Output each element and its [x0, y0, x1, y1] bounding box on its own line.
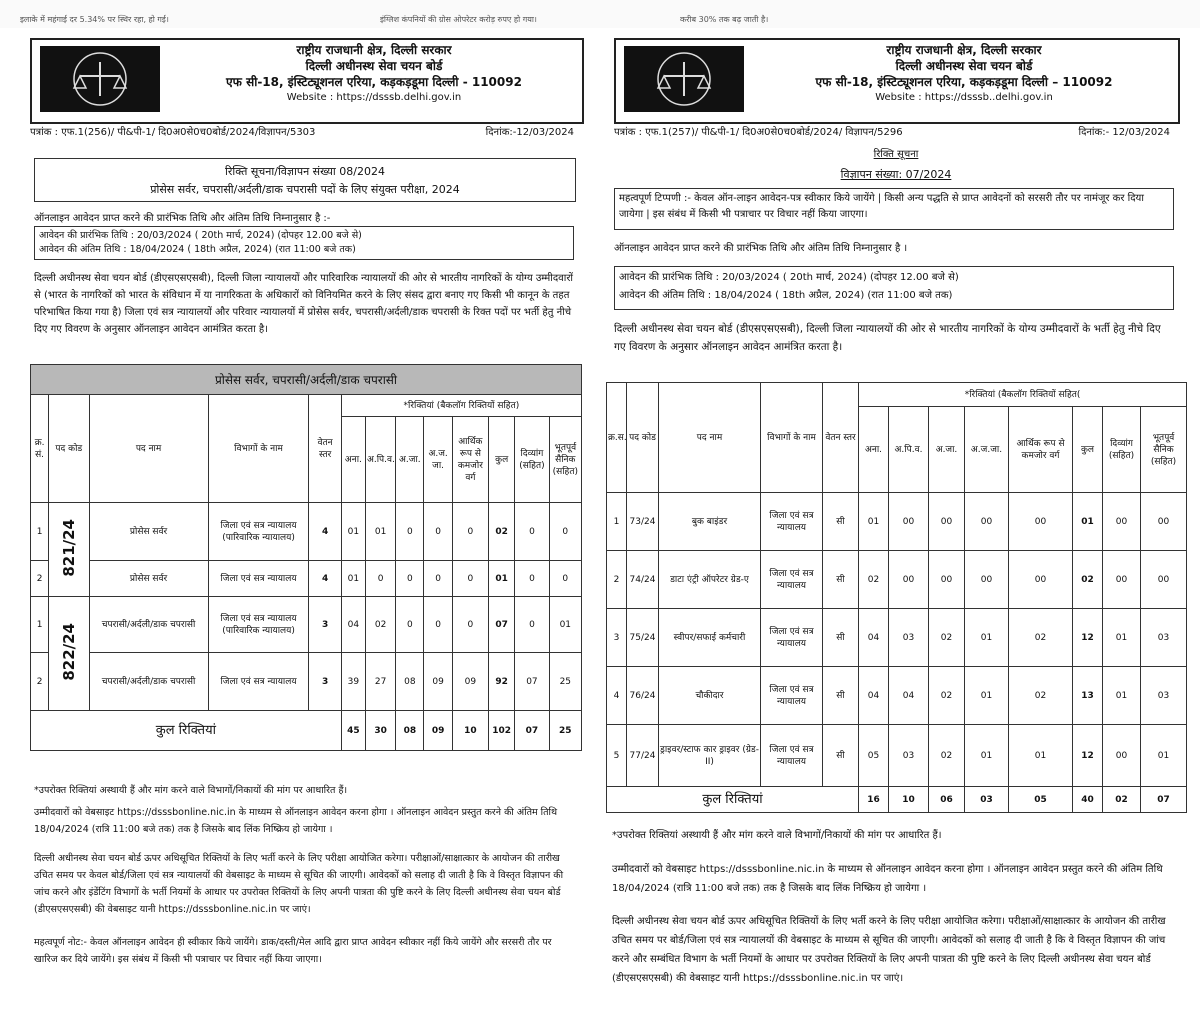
online-intro: ऑनलाइन आवेदन प्राप्त करने की प्रारंभिक तिथि और अंतिम तिथि निम्नानुसार है । [614, 243, 908, 254]
total-label: कुल रिक्तियां [607, 787, 859, 813]
row-obc: 0 [365, 561, 395, 597]
note-important: महत्वपूर्ण नोट:- केवल ऑनलाइन आवेदन ही स्वीकार किये जायेंगे। डाक/दस्ती/मेल आदि द्वारा प्राप्त आवेदन स्वीकार नहीं किये जायेंगे और सरसरी तौर पर खारिज कर दिये जायेंगे। इस संबंध में किसी भी पत्राचार पर विचार नहीं किया जाएगा। [34, 937, 552, 965]
row-sno: 1 [31, 597, 49, 653]
notice-title: रिक्ति सूचना/विज्ञापन संख्या 08/2024 [225, 165, 385, 178]
row-ur: 01 [341, 503, 365, 561]
row-ur: 04 [341, 597, 365, 653]
row-level: 4 [309, 503, 341, 561]
strip-text-2: इंग्लिश कंपनियों की ग्रोस ओपरेटर करोड़ रुपए हो गया। [380, 15, 537, 24]
row-dept: जिला एवं सत्र न्यायालय [208, 653, 309, 711]
intro-paragraph: दिल्ली अधीनस्थ सेवा चयन बोर्ड (डीएसएसएसबी), दिल्ली जिला न्यायालयों और पारिवारिक न्यायालयों की ओर से भारतीय नागरिकों के योग्य उम्मीदवारों से (भारत के नागरिकों को भारत के संविधान में या नागरिकता के अधिकारों को विनियमित करने के लिए संसद द्वारा बनाए गए किसी भी कानून के तहत परिभाषित किया गया है) जिला एवं सत्र न्यायालयों और परिवार न्यायालयों में प्रोसेस सर्वर, चपरासी/अर्दली/डाक चपरासी के रिक्त पदों पर भर्ती हेतु नीचे दिए गए विवरण के अनुसार ऑनलाइन आवेदन आमंत्रित करता है। [34, 273, 574, 335]
col-sc: अ.जा. [396, 417, 424, 503]
col-total: कुल [489, 417, 515, 503]
row-pwd: 00 [1103, 551, 1141, 609]
total-ews: 10 [452, 711, 488, 751]
notice-title: रिक्ति सूचना [873, 149, 919, 160]
row-ews: 0 [452, 503, 488, 561]
col-sc: अ.जा. [929, 407, 965, 493]
row-st: 09 [424, 653, 452, 711]
col-ews: आर्थिक रूप से कमजोर वर्ग [1009, 407, 1073, 493]
dates-box [34, 226, 574, 260]
row-post: प्रोसेस सर्वर [89, 503, 208, 561]
row-post: चौकीदार [659, 667, 761, 725]
row-pwd: 00 [1103, 725, 1141, 787]
row-st: 01 [965, 667, 1009, 725]
row-obc: 04 [889, 667, 929, 725]
row-ur: 04 [859, 609, 889, 667]
row-obc: 27 [365, 653, 395, 711]
total-exs: 07 [1141, 787, 1187, 813]
row-ews: 09 [452, 653, 488, 711]
row-pwd: 0 [515, 597, 549, 653]
row-obc: 03 [889, 609, 929, 667]
row-total: 02 [489, 503, 515, 561]
row-sno: 1 [31, 503, 49, 561]
govt-line: राष्ट्रीय राजधानी क्षेत्र, दिल्ली सरकार [886, 43, 1042, 57]
website-line: Website : https://dsssb.delhi.gov.in [286, 92, 462, 103]
row-post: चपरासी/अर्दली/डाक चपरासी [89, 597, 208, 653]
row-pwd: 01 [1103, 609, 1141, 667]
table-row [607, 667, 1187, 725]
board-line: दिल्ली अधीनस्थ सेवा चयन बोर्ड [895, 59, 1033, 73]
row-post: स्वीपर/सफाई कर्मचारी [659, 609, 761, 667]
row-level: सी [823, 609, 859, 667]
row-st: 00 [965, 493, 1009, 551]
row-sc: 02 [929, 609, 965, 667]
row-ews: 0 [452, 561, 488, 597]
col-vacancies: *रिक्तियां (बैकलॉग रिक्तियों सहित) [341, 395, 581, 417]
row-total: 92 [489, 653, 515, 711]
total-pwd: 07 [515, 711, 549, 751]
row-ews: 01 [1009, 725, 1073, 787]
table-row [607, 609, 1187, 667]
total-ews: 05 [1009, 787, 1073, 813]
col-level: वेतन स्तर [309, 395, 341, 503]
col-pwd: दिव्यांग (सहित) [1103, 407, 1141, 493]
table-row [31, 653, 582, 711]
row-sno: 2 [31, 561, 49, 597]
row-dept: जिला एवं सत्र न्यायालय [761, 493, 823, 551]
total-st: 03 [965, 787, 1009, 813]
row-exs: 03 [1141, 609, 1187, 667]
row-dept: जिला एवं सत्र न्यायालय [761, 667, 823, 725]
row-exs: 0 [549, 503, 581, 561]
table-row [31, 503, 582, 561]
col-exs: भूतपूर्व सैनिक (सहित) [1141, 407, 1187, 493]
row-sno: 2 [607, 551, 627, 609]
newspaper-top-strip [0, 0, 1200, 28]
row-exs: 01 [1141, 725, 1187, 787]
row-total: 02 [1073, 551, 1103, 609]
reference-line [614, 124, 1180, 138]
online-intro: ऑनलाइन आवेदन प्राप्त करने की प्रारंभिक तिथि और अंतिम तिथि निम्नानुसार है :- [34, 213, 331, 224]
row-exs: 00 [1141, 493, 1187, 551]
row-st: 01 [965, 609, 1009, 667]
row-level: सी [823, 551, 859, 609]
row-st: 01 [965, 725, 1009, 787]
start-date: आवेदन की प्रारंभिक तिथि : 20/03/2024 ( 20th मार्च, 2024) (दोपहर 12.00 बजे से) [39, 230, 362, 241]
row-code: 73/24 [627, 493, 659, 551]
total-sc: 06 [929, 787, 965, 813]
row-code: 74/24 [627, 551, 659, 609]
col-dept: विभागों के नाम [208, 395, 309, 503]
row-dept: जिला एवं सत्र न्यायालय (पारिवारिक न्यायालय) [208, 597, 309, 653]
row-st: 0 [424, 597, 452, 653]
dsssb-logo [40, 46, 160, 112]
col-obc: अ.पि.व. [889, 407, 929, 493]
row-exs: 25 [549, 653, 581, 711]
row-dept: जिला एवं सत्र न्यायालय [761, 551, 823, 609]
col-vacancies: *रिक्तियां (बैकलॉग रिक्तियों सहित( [859, 383, 1187, 407]
row-dept: जिला एवं सत्र न्यायालय (पारिवारिक न्यायालय) [208, 503, 309, 561]
total-exs: 25 [549, 711, 581, 751]
row-total: 07 [489, 597, 515, 653]
row-sc: 0 [396, 503, 424, 561]
col-st: अ.ज.जा. [965, 407, 1009, 493]
board-line: दिल्ली अधीनस्थ सेवा चयन बोर्ड [305, 59, 443, 73]
end-date: आवेदन की अंतिम तिथि : 18/04/2024 ( 18th अप्रैल, 2024) (रात 11:00 बजे तक) [619, 290, 953, 301]
table-row [31, 561, 582, 597]
post-code: 822/24 [59, 622, 78, 681]
total-obc: 10 [889, 787, 929, 813]
table-row [607, 551, 1187, 609]
dsssb-logo [624, 46, 744, 112]
col-obc: अ.पि.व. [365, 417, 395, 503]
row-total: 01 [1073, 493, 1103, 551]
row-exs: 0 [549, 561, 581, 597]
title-box [34, 158, 576, 202]
row-exs: 01 [549, 597, 581, 653]
table-row [31, 597, 582, 653]
row-sno: 4 [607, 667, 627, 725]
row-pwd: 01 [1103, 667, 1141, 725]
row-post: बुक बाइंडर [659, 493, 761, 551]
row-pwd: 0 [515, 503, 549, 561]
row-post: चपरासी/अर्दली/डाक चपरासी [89, 653, 208, 711]
notice-header [614, 38, 1180, 124]
row-ur: 01 [859, 493, 889, 551]
row-sc: 00 [929, 493, 965, 551]
row-code: 76/24 [627, 667, 659, 725]
row-code: 77/24 [627, 725, 659, 787]
table-title: प्रोसेस सर्वर, चपरासी/अर्दली/डाक चपरासी [31, 365, 582, 395]
row-level: 3 [309, 653, 341, 711]
ad-number: विज्ञापन संख्या: 07/2024 [840, 168, 952, 181]
row-total: 12 [1073, 725, 1103, 787]
row-post: प्रोसेस सर्वर [89, 561, 208, 597]
row-obc: 03 [889, 725, 929, 787]
col-code: पद कोड [627, 383, 659, 493]
row-sc: 00 [929, 551, 965, 609]
intro-paragraph: दिल्ली अधीनस्थ सेवा चयन बोर्ड (डीएसएसएसबी), दिल्ली जिला न्यायालयों की ओर से भारतीय नागरिकों के योग्य उम्मीदवारों के भर्ती हेतु नीचे दिए गए विवरण के अनुसार ऑनलाइन आवेदन आमंत्रित करता है। [614, 323, 1161, 353]
col-ur: अना. [341, 417, 365, 503]
row-pwd: 0 [515, 561, 549, 597]
important-note-box: महत्वपूर्ण टिप्पणी :- केवल ऑन-लाइन आवेदन-पत्र स्वीकार किये जायेंगे | किसी अन्य पद्धति से प्राप्त आवेदनों को सरसरी तौर पर नामंजूर कर दिया जायेगा | इस संबंध में किसी भी पत्राचार पर विचार नहीं किया जाएगा। [614, 188, 1174, 230]
total-sc: 08 [396, 711, 424, 751]
row-st: 00 [965, 551, 1009, 609]
row-post: डाटा एंट्री ऑपरेटर ग्रेड-ए [659, 551, 761, 609]
total-total: 102 [489, 711, 515, 751]
row-ur: 04 [859, 667, 889, 725]
reference-line [30, 124, 584, 138]
row-dept: जिला एवं सत्र न्यायालय [761, 609, 823, 667]
post-code-cell [49, 503, 89, 597]
row-sno: 5 [607, 725, 627, 787]
row-ur: 02 [859, 551, 889, 609]
col-st: अ.ज. जा. [424, 417, 452, 503]
row-sc: 0 [396, 597, 424, 653]
total-ur: 16 [859, 787, 889, 813]
row-ews: 02 [1009, 609, 1073, 667]
row-ews: 0 [452, 597, 488, 653]
row-sno: 1 [607, 493, 627, 551]
govt-line: राष्ट्रीय राजधानी क्षेत्र, दिल्ली सरकार [296, 43, 452, 57]
table-row [607, 725, 1187, 787]
col-post: पद नाम [659, 383, 761, 493]
note-exam: दिल्ली अधीनस्थ सेवा चयन बोर्ड ऊपर अधिसूचित रिक्तियों के लिए भर्ती करने के लिए परीक्षा आयोजित करेगा। परीक्षाओं/साक्षात्कार के आयोजन की तारीख उचित समय पर बोर्ड/जिला एवं सत्र न्यायालयों की वेबसाइट के माध्यम से सूचित की जाएगी। आवेदकों को सलाह दी जाती है कि वे विस्तृत विज्ञापन की जांच करने और सम्बंधित विभाग के भर्ती नियमों के आधार पर उपरोक्त रिक्तियों के लिए अपनी पात्रता की पुष्टि करने के लिए दिल्ली अधीनस्थ सेवा चयन बोर्ड (डीएसएसएसबी) की वेबसाइट यानी https://dsssbonline.nic.in पर जाएं। [612, 916, 1166, 984]
post-code-cell [49, 597, 89, 711]
row-exs: 00 [1141, 551, 1187, 609]
col-sno: क्र. सं. [31, 395, 49, 503]
note-exam: दिल्ली अधीनस्थ सेवा चयन बोर्ड ऊपर अधिसूचित रिक्तियों के लिए भर्ती करने के लिए परीक्षा आयोजित करेगा। परीक्षाओं/साक्षात्कार के आयोजन की तारीख उचित समय पर केवल बोर्ड/जिला एवं सत्र न्यायालयों की वेबसाइट के माध्यम से सूचित की जाएगी। आवेदकों को सलाह दी जाती है कि वे विस्तृत विज्ञापन की जांच करने और इंडेंटिंग विभागों के भर्ती नियमों के आधार पर उपरोक्त रिक्तियों के लिए अपनी पात्रता की पुष्टि करने के लिए दिल्ली अधीनस्थ सेवा चयन बोर्ड (डीएसएसएसबी) की वेबसाइट यानी https://dsssbonline.nic.in पर जाएं। [34, 853, 564, 915]
row-level: सी [823, 493, 859, 551]
col-post: पद नाम [89, 395, 208, 503]
row-ur: 05 [859, 725, 889, 787]
vacancy-table [606, 382, 1187, 813]
col-level: वेतन स्तर [823, 383, 859, 493]
post-code: 821/24 [59, 518, 78, 577]
row-dept: जिला एवं सत्र न्यायालय [761, 725, 823, 787]
total-row [31, 711, 582, 751]
total-obc: 30 [365, 711, 395, 751]
notice-07-2024 [604, 28, 1188, 1012]
start-date: आवेदन की प्रारंभिक तिथि : 20/03/2024 ( 20th मार्च, 2024) (दोपहर 12.00 बजे से) [619, 272, 959, 283]
row-sc: 02 [929, 725, 965, 787]
row-post: ड्राइवर/स्टाफ कार ड्राइवर (ग्रेड-II) [659, 725, 761, 787]
row-ur: 39 [341, 653, 365, 711]
col-ur: अना. [859, 407, 889, 493]
row-obc: 00 [889, 551, 929, 609]
note-temporary: *उपरोक्त रिक्तियां अस्थायी हैं और मांग करने वाले विभागों/निकायों की मांग पर आधारित हैं। [612, 830, 942, 841]
note-website: उम्मीदवारों को वेबसाइट https://dsssbonline.nic.in के माध्यम से ऑनलाइन आवेदन करना होगा । ऑनलाइन आवेदन प्रस्तुत करने की अंतिम तिथि 18/04/2024 (रात्रि 11:00 बजे तक) तक है जिसके बाद लिंक निष्क्रिय हो जायेगा । [612, 864, 1163, 894]
row-obc: 00 [889, 493, 929, 551]
total-pwd: 02 [1103, 787, 1141, 813]
col-dept: विभागों के नाम [761, 383, 823, 493]
note-website: उम्मीदवारों को वेबसाइट https://dsssbonline.nic.in के माध्यम से ऑनलाइन आवेदन करना होगा । ऑनलाइन आवेदन प्रस्तुत करने की अंतिम तिथि 18/04/2024 (रात्रि 11:00 बजे तक) तक है जिसके बाद लिंक निष्क्रिय हो जायेगा । [34, 807, 558, 835]
row-pwd: 07 [515, 653, 549, 711]
row-sc: 08 [396, 653, 424, 711]
row-total: 12 [1073, 609, 1103, 667]
col-ews: आर्थिक रूप से कमजोर वर्ग [452, 417, 488, 503]
total-row [607, 787, 1187, 813]
notice-date: दिनांक:-12/03/2024 [485, 127, 574, 138]
row-ews: 00 [1009, 551, 1073, 609]
col-sno: क्र.स. [607, 383, 627, 493]
total-total: 40 [1073, 787, 1103, 813]
notice-header [30, 38, 584, 124]
row-dept: जिला एवं सत्र न्यायालय [208, 561, 309, 597]
row-pwd: 00 [1103, 493, 1141, 551]
total-label: कुल रिक्तियां [31, 711, 342, 751]
row-level: सी [823, 667, 859, 725]
row-sno: 2 [31, 653, 49, 711]
notice-08-2024 [12, 28, 592, 1012]
address-line: एफ सी-18, इंस्टिट्यूशनल एरिया, कड़कड़डूमा दिल्ली – 110092 [815, 75, 1113, 89]
col-exs: भूतपूर्व सैनिक (सहित) [549, 417, 581, 503]
total-st: 09 [424, 711, 452, 751]
row-ur: 01 [341, 561, 365, 597]
row-st: 0 [424, 561, 452, 597]
strip-text-3: करीब 30% तक बढ़ जाती है। [680, 15, 769, 24]
row-level: 4 [309, 561, 341, 597]
row-code: 75/24 [627, 609, 659, 667]
vacancy-table [30, 364, 582, 751]
row-obc: 02 [365, 597, 395, 653]
col-code: पद कोड [49, 395, 89, 503]
col-total: कुल [1073, 407, 1103, 493]
row-sc: 02 [929, 667, 965, 725]
row-level: सी [823, 725, 859, 787]
row-total: 01 [489, 561, 515, 597]
website-line: Website : https://dsssb..delhi.gov.in [875, 92, 1053, 103]
row-total: 13 [1073, 667, 1103, 725]
row-sc: 0 [396, 561, 424, 597]
end-date: आवेदन की अंतिम तिथि : 18/04/2024 ( 18th अप्रैल, 2024) (रात 11:00 बजे तक) [39, 244, 356, 255]
row-ews: 02 [1009, 667, 1073, 725]
note-temporary: *उपरोक्त रिक्तियां अस्थायी हैं और मांग करने वाले विभागों/निकायों की मांग पर आधारित हैं। [34, 785, 348, 796]
total-ur: 45 [341, 711, 365, 751]
col-pwd: दिव्यांग (सहित) [515, 417, 549, 503]
table-row [607, 493, 1187, 551]
dates-box [614, 266, 1174, 310]
row-obc: 01 [365, 503, 395, 561]
row-sno: 3 [607, 609, 627, 667]
row-exs: 03 [1141, 667, 1187, 725]
ref-number: पत्रांक : एफ.1(257)/ पी&पी-1/ दि0अ0से0च0बोर्ड/2024/ विज्ञापन/5296 [614, 127, 903, 138]
address-line: एफ सी-18, इंस्टिट्यूशनल एरिया, कड़कड़डूमा दिल्ली - 110092 [226, 75, 522, 89]
row-level: 3 [309, 597, 341, 653]
row-ews: 00 [1009, 493, 1073, 551]
row-st: 0 [424, 503, 452, 561]
ref-number: पत्रांक : एफ.1(256)/ पी&पी-1/ दि0अ0से0च0बोर्ड/2024/विज्ञापन/5303 [30, 127, 316, 138]
strip-text-1: इलाके में महंगाई दर 5.34% पर स्थिर रहा, हो गई। [20, 15, 169, 24]
notice-date: दिनांक:- 12/03/2024 [1078, 127, 1170, 138]
exam-title: प्रोसेस सर्वर, चपरासी/अर्दली/डाक चपरासी पदों के लिए संयुक्त परीक्षा, 2024 [150, 183, 460, 196]
